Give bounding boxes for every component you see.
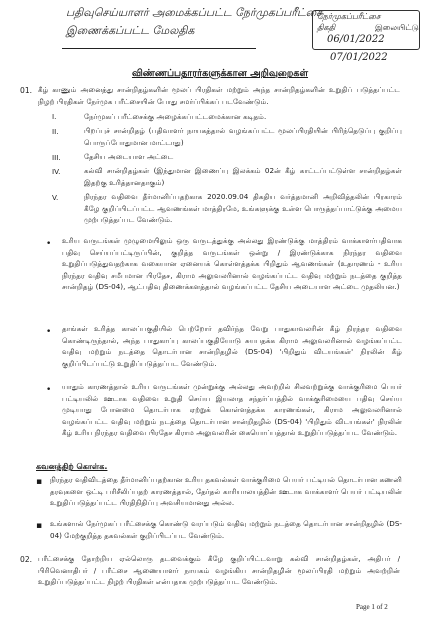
handwritten-date: 07/01/2022 [330, 52, 388, 63]
received-stamp [312, 10, 420, 50]
list-marker: I. [52, 112, 57, 121]
bullet-paragraph: தாங்கள் உரித்த காலப்பகுதியில் பெற்றோர் தவிர்ந்த வேறு பாதுகாவலரின் கீழ் நிரந்தர வதிவை கொண்டிருந்தால், அந்த பாதுகாப்பு காலப்பகுதியோடு சுயபதக்க கிராம அலுவலரினால் வழங்கப்பட்ட வதிவு மற்றும் நடத்தை தொடர்பான சான்றிதழில் (DS-04) 'பிறிதும் விடயங்கள்' நிரலின் கீழ் குறிப்பிடப்பட்டு உறுதிப்படுத்தப்பட வேண்டும். [62, 324, 402, 368]
list-item: தேசிய அடையாள அட்டை [84, 152, 174, 161]
bullet-paragraph: உரிய வருடங்கள் முழுமையிலும் ஒரு வருடத்துக்கு அல்லது இரண்டுக்கு மாத்திரம் வாக்காளர்பதிவாக பதிவு செய்யப்பட்டிருப்பின், குறித்த வருடங்கள் ஒன்று / இரண்டுக்காக நிரந்தர வதிவை உறுதிப்படுத்துவதற்காக வகையான ஏனையக் கொள்ளத்தக்க பிறிதும் ஆவணங்கள் (உதாரணம் - உரிய நிரந்தர வதிவு சமீபமான பிரதேச, கிராம அலுவலரினால் வழங்கப்பட்ட வதிவு மற்றும் நடத்தை குறித்த சான்றிதழ் (DS-04), ஆட்பதிவு திணைக்களத்தால் வழங்கப்பட்ட தேசிய அடையாள அட்டை முதலியன.) [62, 236, 402, 292]
handwritten-note-line1: பதிவுசெய்யாளர் அமைக்கப்பட்ட நேர்முகப்பரீட்சை [66, 6, 323, 19]
notes-heading: கவனத்திற் கொள்க. [36, 462, 108, 471]
section-paragraph: பரீட்சைக்கு தோற்றிய ஏல்லொரு தடவைக்கும் கீழே குறிப்பிட்டவாறு கல்வி சான்றிதழ்கள், அதிபர் / பிரிவெனாதிபர் / பரீட்சை ஆணையாளர் நாயகம் வழங்கிய சான்றிதழின் மூலப்பிரதி மற்றும் அவற்றின் உறுதிப்படுத்தப்பட்ட நிழற் பிரதிகள் என்பதாக முற்படுத்தப்பட வேண்டும். [38, 554, 400, 587]
handwritten-underline [62, 48, 256, 49]
list-marker: V. [52, 193, 59, 202]
bullet-square: ▪ [36, 477, 43, 487]
list-item: கல்வி சான்றிதழ்கள் (இந்துமான இணைப்பு இலக்கம் 02ன் கீழ் காட்டப்பட்டுள்ள சான்றிதழ்கள் இதற்கு உரித்தானதாகும்) [84, 166, 402, 187]
handwritten-note-line2: இணைக்கப்பட்ட மேலதிக [66, 24, 195, 37]
section-number: 01. [20, 86, 33, 95]
section-intro: கீழ் காணும் அனைத்து சான்றிதழ்களின் மூலப் பிரதிகள் மற்றும் அந்த சான்றிதழ்களின் உறுதிப் படுத்தப்பட்ட நிழற் பிரதிகள் நேர்முக பரீட்சையின் போது சமர்ப்பிக்கப் படவேண்டும். [38, 85, 400, 106]
list-item: பிறப்புச் சான்றிதழ் (பதிவாளர் நாயகத்தால் வழங்கப்பட்ட மூலப்பிரதியின் பிரிந்தெடுப்பு குறிப்பு பொருப்போதுமான மாட்டாது) [84, 126, 402, 147]
bullet-dot: • [46, 385, 52, 395]
list-marker: III. [52, 153, 61, 162]
bullet-dot: • [46, 239, 52, 249]
note-paragraph: நிரந்தர வதிவிடத்தை தீர்மானிப்பதற்கான உரிய தகவல்கள் வாக்குரிமை பெயர் பட்டியல் தொடர்பான கணனி தரவுகளை ஒட்டி பரிசீலிப்பதற் காரணத்தால், தேர்தல் காரியாலயத்தின் ஊடாக வாக்காளர் பெயர் பட்டியலின் உறுதிப்படுத்தப்பட்ட பிரதிநிதிப்பு அவசியமானது அல்ல. [50, 475, 402, 508]
bullet-square: ▪ [36, 521, 43, 531]
list-marker: II. [52, 127, 59, 136]
list-item: நிரந்தர வதிவை தீர்மானிப்பதற்காக 2020.09.04 திகதிய வர்த்தமானி அறிவித்தலின் பிரகாரம் கீழே குறிப்பிடப்பட்ட ஆவணங்கள் மாத்திரமே, உங்களுக்கு உள்ள பொருத்தப்பாட்டுக்கு அமைய முற்படுத்தப்பட வேண்டும். [84, 192, 402, 225]
stamp-line3: இலையிட்டு [375, 23, 419, 32]
bullet-dot: • [46, 327, 52, 337]
stamp-line2: திகதி [317, 23, 336, 32]
section-number: 02. [20, 555, 33, 564]
stamp-date: 06/01/2022 [327, 34, 385, 45]
page-number: Page 1 of 2 [356, 603, 388, 611]
document-title: விண்ணப்பதாரர்களுக்கான அறிவுறைகள் [131, 68, 309, 79]
list-item: நேர்முகப் பரீட்சைக்கு அழைக்கப்பட்டமைக்கான கடிதம். [84, 112, 267, 121]
stamp-line1: நேர்முகப்பரீட்சை [317, 12, 381, 21]
list-marker: IV. [52, 167, 61, 176]
bullet-paragraph: யாதும் காரணத்தால் உரிய வருடங்கள் முன்றுக்கு அல்லது அவற்றில் சிலவற்றுக்கு வாக்குரிமை பெயர் பட்டியலில் ஊடாக வதிவை உறுதி செய்ய இயலாத சந்தர்ப்பத்தில் வாக்குரிமையை பதிவு செய்ய முடியாது போனமை தொடர்பாக ஏற்றுக் கொள்ளத்தக்க காரணங்கள், கிராம அலுவலரினால் வழங்கப்பட்ட வதிவு மற்றும் நடத்தை தொடர்பான சான்றிதழில் (DS-04) 'பிறிதும் விடயங்கள்' நிரலின் கீழ் உரிய நிரந்தர வதிவை பிரதேச கிராம அலுவலரின் கையொப்பத்தால் உறுதிப்படுத்தப்பட வேண்டும். [62, 382, 402, 438]
note-paragraph: உங்களால் நேர்முகப் பரீட்சைக்கு கொண்டு வரப்படும் வதிவு மற்றும் நடத்தை தொடர்பான சான்றிதழில் (DS-04) மேற்குறித்த தகவல்கள் குறிப்பிடப்பட வேண்டும். [50, 519, 402, 540]
